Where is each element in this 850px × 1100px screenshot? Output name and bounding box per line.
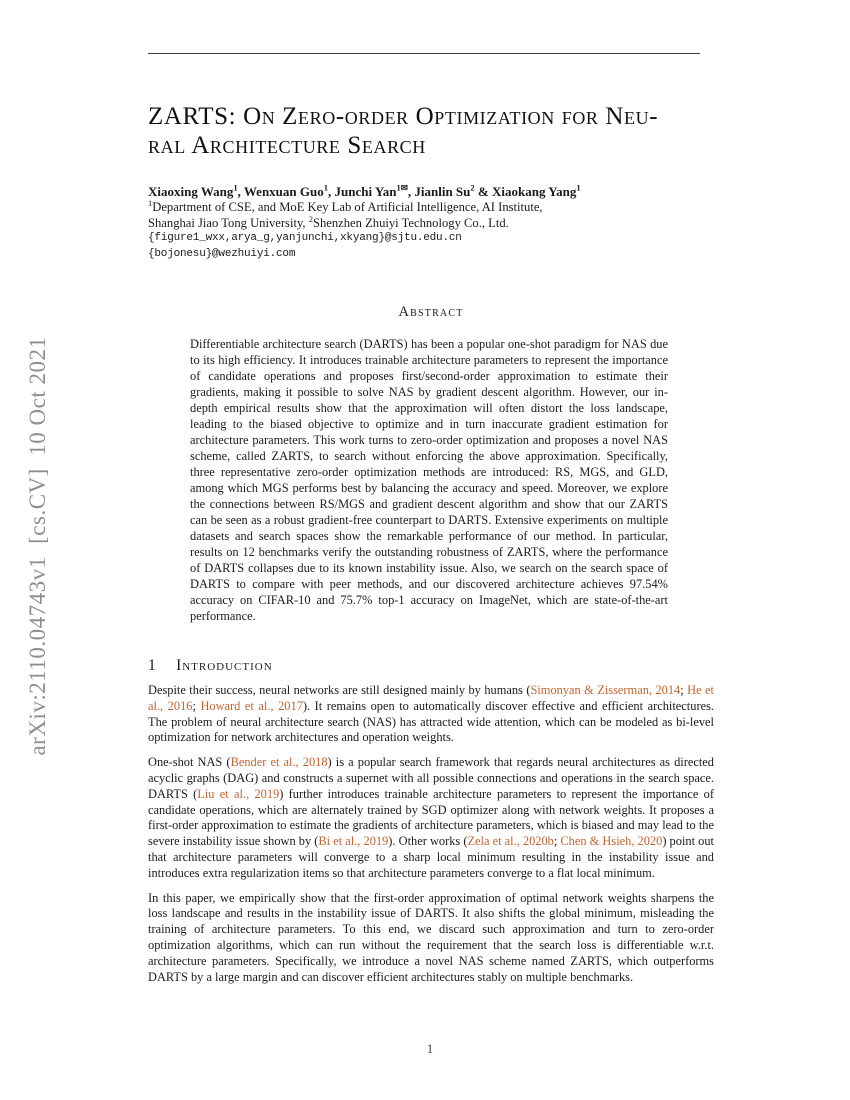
affiliation-line-2 <box>148 213 714 232</box>
text-segment: , Jianlin Su <box>407 184 471 199</box>
page-number: 1 <box>426 1042 434 1056</box>
header-rule <box>148 53 700 54</box>
superscript-marker: 2 <box>470 182 475 193</box>
superscript-marker: 1 <box>576 182 581 193</box>
text-segment: One-shot NAS ( <box>148 755 231 770</box>
superscript-marker: 1✉ <box>396 182 408 193</box>
text-segment: ) point out that architecture parameters will converge to a sharp local minimum resulting in the instability issue and introduces extra regularization items so that architecture parameters converge to a flat local minimum. <box>148 834 714 880</box>
paper-title <box>148 102 714 160</box>
text-segment: & Xiaokang Yang <box>474 184 577 199</box>
intro-paragraph-2 <box>148 755 714 881</box>
text-segment: ; <box>553 834 561 849</box>
citation-link[interactable]: Bender et al., 2018 <box>230 755 328 770</box>
citation-link[interactable]: Liu et al., 2019 <box>197 786 280 801</box>
text-segment: ; <box>192 698 201 713</box>
superscript-marker: 2 <box>308 213 313 224</box>
intro-paragraph-1 <box>148 683 714 746</box>
paper-content <box>148 0 714 985</box>
text-segment: ) further introduces trainable architecture parameters to represent the importance of candidate operations, which are alternately trained by SGD optimizer along with network weights. It proposes a first-order approximation to estimate the gradients of architecture parameters, which is biased and may lead to the severe instability issue shown by ( <box>148 786 714 849</box>
email-line-2: {bojonesu}@wezhuiyi.com <box>148 247 296 260</box>
abstract-heading: Abstract <box>398 304 464 320</box>
citation-link[interactable]: Howard et al., 2017 <box>200 698 303 713</box>
paper-title-line2: ral Architecture Search <box>148 132 426 159</box>
text-segment: Shenzhen Zhuiyi Technology Co., Ltd. <box>312 215 509 230</box>
intro-paragraph-3 <box>148 891 714 986</box>
section-number: 1 <box>148 657 157 674</box>
text-segment: , Wenxuan Guo <box>237 184 324 199</box>
section-title: Introduction <box>176 657 273 674</box>
text-segment: Despite their success, neural networks are still designed mainly by humans ( <box>148 683 531 697</box>
citation-link[interactable]: Simonyan & Zisserman, 2014 <box>530 683 681 697</box>
superscript-marker: 1 <box>323 182 328 193</box>
section-1-heading <box>148 657 714 675</box>
text-segment: Department of CSE, and MoE Key Lab of Artificial Intelligence, AI Institute, <box>152 200 543 214</box>
text-segment: Xiaoxing Wang <box>148 184 234 199</box>
citation-link[interactable]: Zela et al., 2020b <box>467 834 554 849</box>
text-segment: ; <box>680 683 688 697</box>
text-segment: In this paper, we empirically show that the first-order approximation of optimal network weights sharpens the loss landscape and results in the instability issue of DARTS. It also shifts the global minimum, misleading the training of architecture parameters. To this end, we discard such approximation and turn to zero-order optimization algorithms, which can run without the requirement that the search loss is differentiable w.r.t. architecture parameters. Specifically, we introduce a novel NAS scheme named ZARTS, which outperforms DARTS by a large margin and can discover efficient architectures stably on multiple benchmarks. <box>148 890 714 984</box>
paper-title-line1: ZARTS: On Zero-order Optimization for Neu- <box>148 103 659 130</box>
text-segment: ). It remains open to automatically discover effective and efficient architectures. The problem of neural architecture search (NAS) has attracted wide attention, which can be modeled as bi-level optimization for network architectures and operation weights. <box>148 698 714 745</box>
citation-link[interactable]: He et al., 2016 <box>148 683 714 713</box>
text-segment: ) is a popular search framework that regards neural architectures as directed acyclic graphs (DAG) and constructs a supernet with all possible connections and operations in the search space. DARTS ( <box>148 755 715 801</box>
superscript-marker: 1 <box>233 182 238 193</box>
text-segment: ). Other works ( <box>388 834 468 849</box>
email-line-1: {figure1_wxx,arya_g,yanjunchi,xkyang}@sjtu.edu.cn <box>148 232 462 244</box>
affiliation-line-1 <box>148 197 714 216</box>
authors-line <box>148 184 714 200</box>
citation-link[interactable]: Chen & Hsieh, 2020 <box>560 834 663 849</box>
text-segment: Shanghai Jiao Tong University, <box>148 215 309 230</box>
superscript-marker: 1 <box>148 197 153 208</box>
text-segment: , Junchi Yan <box>327 184 397 199</box>
arxiv-watermark: arXiv:2110.04743v1 [cs.CV] 10 Oct 2021 <box>25 336 50 756</box>
abstract-text: Differentiable architecture search (DARTS) has been a popular one-shot paradigm for NAS due to its high efficiency. It introduces trainable architecture parameters to represent the importance of candidate operations and proposes first/second-order approximation to estimate their gradients, making it possible to solve NAS by gradient descent algorithm. However, our in-depth empirical results show that the approximation will often distort the loss landscape, leading to the biased objective to optimize and in turn inaccurate gradient estimation for architecture parameters. This work turns to zero-order optimization and proposes a novel NAS scheme, called ZARTS, to search without enforcing the above approximation. Specifically, three representative zero-order optimization methods are introduced: RS, MGS, and GLD, among which MGS performs best by balancing the accuracy and speed. Moreover, we explore the connections between RS/MGS and gradient descent algorithm and show that our ZARTS can be seen as a robust gradient-free counterpart to DARTS. Extensive experiments on multiple datasets and search spaces show the remarkable performance of our method. In particular, results on 12 benchmarks verify the outstanding robustness of ZARTS, where the performance of DARTS collapses due to its known instability issue. Also, we search on the search space of DARTS to compare with peer methods, and our discovered architecture achieves 97.54% accuracy on CIFAR-10 and 75.7% top-1 accuracy on ImageNet, which are state-of-the-art performance. <box>190 337 668 623</box>
citation-link[interactable]: Bi et al., 2019 <box>318 834 389 849</box>
